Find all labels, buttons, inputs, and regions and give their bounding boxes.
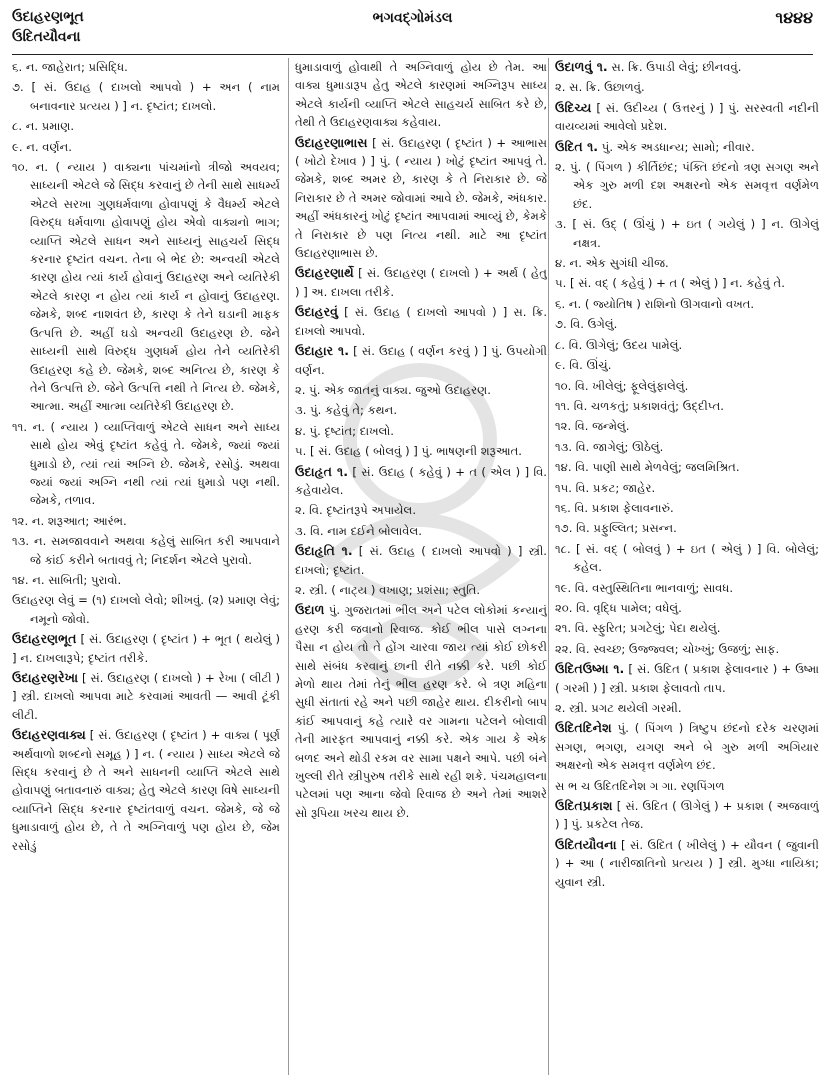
dictionary-entry bbox=[555, 58, 819, 76]
entry-text: ૨. પું. ( પિંગળ ) કીર્તિછંદ; પંક્તિ છંદનો ત્રણ સગણ અને એક ગુરુ મળી દશ અક્ષરનો એક સમવૃત્ત વર્ણમેળ છંદ. bbox=[555, 160, 819, 211]
entry-text: [ સં. ઉદિત ( પ્રકાશ ફેલાવનાર ) + ઉષ્મા ( ગરમી ) ] સ્ત્રી. પ્રકાશ ફેલાવતો તાપ. bbox=[555, 662, 819, 695]
headword: ઉદાહરણાર્થે bbox=[295, 265, 354, 281]
column-right bbox=[548, 58, 819, 1075]
entry-text: ૧૩. ન. સમજાવવાને અથવા કહેલું સાબિત કરી આપવાને જે કાંઈ કરીને બતાવવું તે; નિદર્શન એટલે પુરાવો. bbox=[12, 534, 280, 567]
entry-text: ૪. પું. દૃષ્ટાંત; દાખલો. bbox=[295, 423, 394, 438]
entry-sense bbox=[555, 640, 819, 658]
headword: ઉદિતઉષ્મા ૧. bbox=[555, 661, 625, 677]
entry-text: પું. ગુજરાતમાં ભીલ અને પટેલ લોકોમાં કન્યાનું હરણ કરી જવાનો રિવાજ. કોઈ ભીલ પાસે લગ્નના પૈસા ન હોય તો તે હોંગ ચારવા જાય ત્યાં કોઈ છોકરી સાથે સંબંધ કરવાનું છાની રીતે નક્કી કરે. પછી કોઈ મેળો થાય તેમાં તેનું ભીલ હરણ કરે. બે ત્રણ મહિના સુધી સંતાતાં રહે અને પછી જાહેર થાય. દીકરીનો બાપ કાંઈ આપવાનું કહે ત્યારે વર ગામના પટેલને બોલાવી તેની મારફત આપવાનું નક્કી કરે. એક ગાય કે એક બળદ અને થોડી રકમ વર સામા પક્ષને આપે. પછી બંને ખુલ્લી રીતે સ્ત્રીપુરુષ તરીકે સાથે રહી શકે. પંચમહાલના પટેલમાં પણ આના જેવો રિવાજ છે અને તેમાં આશરે સો રૂપિયા ખરચ થાય છે. bbox=[295, 603, 547, 820]
entry-text: ૯. ન. વર્ણન. bbox=[12, 139, 72, 154]
dictionary-entry bbox=[555, 836, 819, 891]
entry-text: [ સં. ઉદિત ( ઊગેલું ) + પ્રકાશ ( અજવાળું ) ] પું. પ્રકટેલ તેજ. bbox=[555, 799, 819, 832]
headword: ઉદાળવું ૧. bbox=[555, 59, 608, 74]
entry-sense bbox=[12, 512, 280, 530]
entry-sense bbox=[555, 254, 819, 272]
entry-sense bbox=[555, 540, 819, 577]
entry-text: ૩. [ સં. ઉદ્ ( ઊંચું ) + ઇત ( ગયેલું ) ] ન. ઊગેલું નક્ષત્ર. bbox=[555, 217, 819, 250]
page-number: ૧૪૪૪ bbox=[775, 8, 813, 27]
dictionary-entry bbox=[555, 797, 819, 834]
entry-sense bbox=[555, 777, 819, 795]
dictionary-entry bbox=[12, 726, 280, 855]
guide-word-top: ઉદાહરણભૂત bbox=[12, 9, 84, 25]
headword: ઉદિત ૧. bbox=[555, 138, 599, 154]
dictionary-entry bbox=[295, 303, 547, 340]
headword: ઉદાહરણરેખા bbox=[12, 670, 79, 685]
entry-sense bbox=[295, 581, 547, 599]
entry-sense bbox=[555, 499, 819, 517]
entry-sense bbox=[555, 397, 819, 415]
entry-text: સ. ક્રિ. ઉપાડી લેવું; છીનવવું. bbox=[607, 60, 742, 74]
entry-sense bbox=[555, 377, 819, 395]
entry-text: સ ભ ચ ઉદિતદિનેશ ગ ગા. રણપિંગળ bbox=[555, 778, 725, 793]
entry-sense bbox=[12, 418, 280, 510]
entry-text: ૧૬. વિ. પ્રકાશ ફેલાવનારું. bbox=[555, 500, 674, 515]
dictionary-entry bbox=[12, 630, 280, 667]
headword: ઉદિતયૌવના bbox=[555, 836, 617, 852]
entry-text: [ સં. ઉદિત ( ખીલેલું ) + યૌવન ( જુવાની ) + આ ( નારીજાતિનો પ્રત્યય ) ] સ્ત્રી. મુગ્ધા નાયિકા; યુવાન સ્ત્રી. bbox=[555, 837, 819, 889]
entry-text: ૧૫. વિ. પ્રકટ; જાહેર. bbox=[555, 480, 656, 495]
entry-sense bbox=[295, 522, 547, 540]
entry-sense bbox=[555, 458, 819, 476]
headword: ઉદાહાર ૧. bbox=[295, 343, 349, 359]
entry-text: ૩. પું. કહેવું તે; કથન. bbox=[295, 403, 398, 418]
headword: ઉદાહરણભૂત bbox=[12, 631, 77, 647]
entry-sense bbox=[555, 438, 819, 456]
entry-sense bbox=[555, 315, 819, 333]
entry-text: [ સં. ઉદાહ ( દાખલો આપવો ) ] સ. ક્રિ. દાખલો આપવો. bbox=[295, 305, 547, 338]
dictionary-entry bbox=[12, 669, 280, 724]
dictionary-entry bbox=[295, 342, 547, 379]
dictionary-entry bbox=[295, 463, 547, 500]
headword: ઉદાહરણવાક્ય bbox=[12, 727, 86, 743]
headword: ઉદાહરણાભાસ bbox=[295, 134, 368, 150]
entry-text: ૧૧. વિ. ચળકતું; પ્રકાશવંતું; ઉદ્દીપ્ત. bbox=[555, 398, 724, 413]
entry-sense bbox=[555, 417, 819, 435]
page-header bbox=[12, 6, 813, 55]
entry-text: ૮. ન. પ્રમાણ. bbox=[12, 119, 75, 134]
headword: ઉદિચ્ય bbox=[555, 99, 592, 115]
entry-sense bbox=[12, 591, 280, 628]
entry-text: ૧૪. ન. સાબિતી; પુરાવો. bbox=[12, 572, 122, 587]
entry-text: ૫. [ સં. વદ્ ( કહેવું ) + ત ( એલું ) ] ન. કહેવું તે. bbox=[555, 276, 785, 291]
entry-sense bbox=[555, 699, 819, 717]
entry-text: ૭. [ સં. ઉદાહ ( દાખલો આપવો ) + અન ( નામ બનાવનાર પ્રત્યય ) ] ન. દૃષ્ટાંત; દાખલો. bbox=[12, 80, 280, 113]
entry-text: ૨. સ્ત્રી. પ્રગટ થયેલી ગરમી. bbox=[555, 701, 682, 715]
entry-text: ૧૦. ન. ( ન્યાય ) વાક્યના પાંચમાંનો ત્રીજો અવયવ; સાધ્યની એટલે જે સિદ્ધ કરવાનું છે તેની સાથે સાધર્મ્ય એટલે સરખા ગુણધર્મવાળા હોવાપણું કે વૈધર્મ્ય એટલે વિરુદ્ધ ધર્મવાળા હોવાપણું હોય એવો વાક્યનો ભાગ; વ્યાપ્તિ એટલે સાધન અને સાધ્યનું સાહચર્ય સિદ્ધ કરનાર દૃષ્ટાંત વચન. તેના બે ભેદ છે: અન્વયી એટલે કારણ હોય ત્યાં કાર્ય હોવાનું ઉદાહરણ અને વ્યતિરેકી એટલે કારણ ન હોય ત્યાં કાર્ય ન હોવાનું ઉદાહરણ. જેમકે, શબ્દ નાશવંત છે, કારણ કે તેને ઘડાની માફક ઉત્પત્તિ છે. અહીં ઘડો અન્વયી ઉદાહરણ છે. જેને સાધ્યની સાથે વિરુદ્ધ ગુણધર્મ હોય તેને વ્યતિરેકી ઉદાહરણ કહે છે. જેમકે, શબ્દ અનિત્ય છે, કારણ કે તેને ઉત્પત્તિ છે. જેને ઉત્પત્તિ નથી તે નિત્ય છે. જેમકે, આત્મા. અહીં આત્મા વ્યતિરેકી ઉદાહરણ છે. bbox=[12, 160, 280, 414]
dictionary-entry bbox=[295, 601, 547, 822]
entry-sense bbox=[295, 501, 547, 519]
entry-text: ૨. પું. એક જાતનું વાક્ય. જુઓ ઉદાહરણ. bbox=[295, 382, 491, 397]
headword: ઉદાહરવું bbox=[295, 304, 338, 320]
entry-text: [ સં. ઉદાહરણ ( દાખલો ) + અર્થ ( હેતુ ) ] અ. દાખલા તરીકે. bbox=[295, 266, 547, 299]
column-middle bbox=[288, 58, 547, 1075]
entry-sense bbox=[555, 479, 819, 497]
entry-sense bbox=[555, 295, 819, 313]
dictionary-entry bbox=[555, 99, 819, 136]
entry-sense bbox=[12, 158, 280, 416]
entry-sense bbox=[295, 442, 547, 460]
entry-text: ૧૨. ન. શરૂઆત; આરંભ. bbox=[12, 513, 127, 528]
entry-text: ૭. વિ. ઉગેલું. bbox=[555, 317, 618, 332]
entry-text: ૧૭. વિ. પ્રફુલ્લિત; પ્રસન્ન. bbox=[555, 521, 677, 536]
entry-text: [ સં. ઉદાહરણ ( દૃષ્ટાંત ) + ભૂત ( થયેલું ) ] ન. દાખલારૂપે; દૃષ્ટાંત તરીકે. bbox=[12, 632, 280, 665]
entry-text: ઉદાહરણ લેવું = (૧) દાખલો લેવો; શીખવું. (૨) પ્રમાણ લેવું; નમૂનો જોવો. bbox=[12, 593, 280, 626]
entry-sense bbox=[555, 274, 819, 292]
entry-text: [ સં. ઉદાહરણ ( દાખલો ) + રેખા ( લીટી ) ] સ્ત્રી. દાખલો આપવા માટે કરવામાં આવતી — આવી ટૂંકી લીટી. bbox=[12, 671, 280, 722]
entry-sense bbox=[295, 381, 547, 399]
entry-sense bbox=[295, 58, 547, 132]
entry-text: ૧૧. ન. ( ન્યાય ) વ્યાપ્તિવાળું એટલે સાધન અને સાધ્ય સાથે હોય એવું દૃષ્ટાંત કહેવું તે. જેમકે, જ્યાં જ્યાં ધુમાડો છે, ત્યાં ત્યાં અગ્નિ છે. જેમકે, રસોડું. અથવા જ્યાં જ્યાં અગ્નિ નથી ત્યાં ત્યાં ધુમાડો પણ નથી. જેમકે, તળાવ. bbox=[12, 419, 280, 508]
entry-text: ૬. ન. જાહેરાત; પ્રસિદ્ધિ. bbox=[12, 60, 128, 74]
headword: ઉદાહૃતિ ૧. bbox=[295, 543, 353, 559]
entry-text: ૧૨. વિ. જન્મેલું. bbox=[555, 419, 630, 434]
entry-text: ૨. સ્ત્રી. ( નાટ્ય ) વખાણ; પ્રશંસા; સ્તુતિ. bbox=[295, 582, 481, 597]
entry-text: ૬. ન. ( જ્યોતિષ ) રાશિનો ઊગવાનો વખત. bbox=[555, 296, 755, 311]
entry-text: ૧૪. વિ. પાણી સાથે મેળવેલું; જલમિશ્રિત. bbox=[555, 460, 740, 475]
headword: ઉદાળ bbox=[295, 602, 325, 618]
entry-sense bbox=[555, 78, 819, 96]
entry-sense bbox=[555, 336, 819, 354]
entry-sense bbox=[555, 158, 819, 213]
dictionary-title: ભગવદ્ગોમંડલ bbox=[372, 10, 453, 26]
headword: ઉદાહૃત ૧. bbox=[295, 463, 348, 479]
entry-text: [ સં. ઉદાહ ( વર્ણન કરવું ) ] પું. ઉપયોગી વર્ણન. bbox=[295, 344, 547, 377]
entry-text: [ સં. ઉદીચ્ય ( ઉત્તરનું ) ] પું. સરસ્વતી નદીની વાયવ્યમાં આવેલો પ્રદેશ. bbox=[555, 100, 819, 134]
entry-sense bbox=[555, 619, 819, 637]
column-left bbox=[12, 58, 286, 1075]
dictionary-entry bbox=[295, 264, 547, 301]
entry-sense bbox=[295, 422, 547, 440]
headword: ઉદિતદિનેશ bbox=[555, 720, 612, 736]
entry-text: ૧૯. વિ. વસ્તુસ્થિતિના ભાનવાળું; સાવધ. bbox=[555, 580, 734, 595]
entry-text: [ સં. ઉદાહ ( કહેવું ) + ત ( એલ ) ] વિ. કહેવાયેલ. bbox=[295, 464, 547, 497]
entry-sense bbox=[295, 401, 547, 419]
entry-text: ૩. વિ. નામ દઈને બોલાવેલ. bbox=[295, 523, 422, 538]
entry-text: ૨૦. વિ. વૃદ્ધિ પામેલ; વધેલું. bbox=[555, 600, 682, 615]
entry-text: પું. એક અડધાન્ય; સામો; નીવાર. bbox=[598, 139, 755, 154]
entry-text: પું. ( પિંગળ ) ત્રિષ્ટુપ છંદનો દરેક ચરણમાં સગણ, ભગણ, યગણ અને બે ગુરુ મળી અગિયાર અક્ષરનો એક સમવૃત્ત વર્ણમેળ છંદ. bbox=[555, 721, 819, 773]
entry-text: ૪. ન. એક સુગંધી ચીજ. bbox=[555, 256, 669, 271]
entry-text: ૯. વિ. ઊંચું. bbox=[555, 358, 612, 373]
dictionary-entry bbox=[295, 134, 547, 263]
entry-sense bbox=[555, 519, 819, 537]
dictionary-entry bbox=[555, 719, 819, 774]
entry-sense bbox=[12, 532, 280, 569]
entry-text: ૧૩. વિ. જાગેલું; ઊઠેલું. bbox=[555, 439, 664, 454]
guide-word-bottom: ઉદિતયૌવના bbox=[12, 29, 81, 45]
entry-text: [ સં. ઉદાહ ( દાખલો આપવો ) ] સ્ત્રી. દાખલો; દૃષ્ટાંત. bbox=[295, 544, 547, 577]
entry-text: ૧૦. વિ. ખીલેલું; ફૂલેલુંફાલેલું. bbox=[555, 378, 689, 393]
entry-sense bbox=[555, 579, 819, 597]
entry-text: ધુમાડાવાળું હોવાથી તે અગ્નિવાળું હોય છે તેમ. આ વાક્ય ધુમાડારૂપ હેતુ એટલે કારણમાં અગ્નિરૂપ સાધ્ય એટલે કાર્યની વ્યાપ્તિ એટલે સાહચર્ય સાબિત કરે છે, તેથી તે ઉદાહરણવાક્ય કહેવાય. bbox=[295, 60, 547, 130]
entry-sense bbox=[555, 599, 819, 617]
dictionary-entry bbox=[295, 542, 547, 579]
entry-text: ૨૧. વિ. સ્ફુરિત; પ્રગટેલું; પેદા થયેલું. bbox=[555, 621, 721, 636]
entry-sense bbox=[12, 138, 280, 156]
entry-text: [ સં. ઉદાહરણ ( દૃષ્ટાંત ) + વાક્ય ( પૂર્ણ અર્થવાળો શબ્દનો સમૂહ ) ] ન. ( ન્યાય ) સાધ્ય એટલે જે સિદ્ધ કરવાનું છે તે અને સાધનની વ્યાપ્તિ એટલે સાથે હોવાપણું બતાવનારું વાક્ય; હેતુ એટલે કારણ વિષે સાધ્યની વ્યાપ્તિને સિદ્ધ કરનાર દૃષ્ટાંતવાળું વચન. જેમકે, જે જે ધુમાડાવાળું હોય છે, તે તે અગ્નિવાળું પણ હોય છે, જેમ રસોડું bbox=[12, 728, 280, 853]
entry-text: ૮. વિ. ઊગેલું; ઉદય પામેલું. bbox=[555, 337, 683, 352]
dictionary-entry bbox=[555, 138, 819, 156]
headword: ઉદિતપ્રકાશ bbox=[555, 798, 613, 814]
entry-text: ૫. [ સં. ઉદાહ ( બોલવું ) ] પું. ભાષણની શરૂઆત. bbox=[295, 444, 522, 459]
entry-sense bbox=[12, 571, 280, 589]
entry-text: [ સં. ઉદાહરણ ( દૃષ્ટાંત ) + આભાસ ( ખોટો દેખાવ ) ] પું. ( ન્યાય ) ખોટું દૃષ્ટાંત આપવું તે. જેમકે, શબ્દ અમર છે, કારણ કે તે નિરાકાર છે. જે નિરાકાર છે તે અમર જોવામાં આવે છે. જેમકે, અંધકાર. અહીં અંધકારનું ખોટું દૃષ્ટાંત આપવામાં આવ્યું છે, કેમકે તે નિરાકાર છે પણ નિત્ય નથી. માટે આ દૃષ્ટાંત ઉદાહરણાભાસ છે. bbox=[295, 135, 547, 261]
entry-text: ૧૮. [ સં. વદ્ ( બોલવું ) + ઇત ( એલું ) ] વિ. બોલેલું; કહેલ. bbox=[555, 541, 819, 575]
entry-sense bbox=[12, 117, 280, 135]
entry-sense bbox=[555, 356, 819, 374]
dictionary-entry bbox=[555, 660, 819, 697]
entry-text: ૨૨. વિ. સ્વચ્છ; ઉજ્જ્વલ; ચોખ્ખું; ઉજળું; સાફ. bbox=[555, 641, 780, 656]
entry-sense bbox=[12, 78, 280, 115]
entry-text: ૨. વિ. દૃષ્ટાંતરૂપે અપાયેલ. bbox=[295, 503, 417, 518]
entry-sense bbox=[555, 215, 819, 252]
entry-sense bbox=[12, 58, 280, 76]
entry-text: ૨. સ. ક્રિ. ઉછાળવું. bbox=[555, 80, 645, 95]
